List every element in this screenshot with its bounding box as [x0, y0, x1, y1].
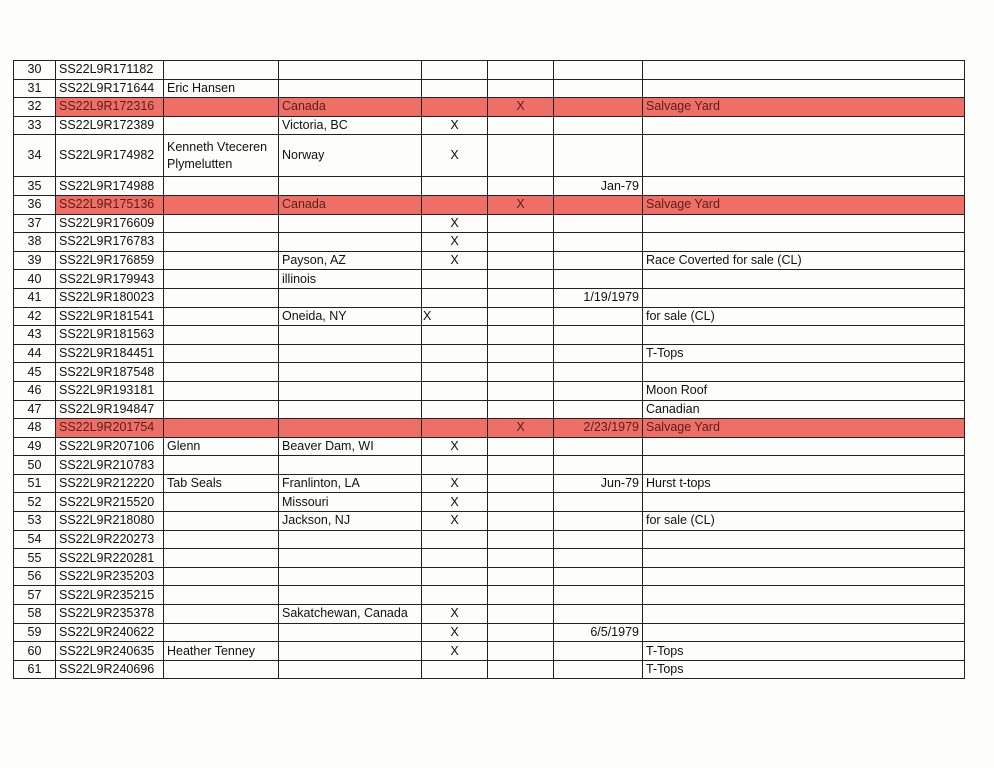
owner-cell: [164, 326, 279, 345]
table-row: [14, 326, 965, 345]
location-cell: [279, 381, 422, 400]
serial-cell: SS22L9R220273: [56, 530, 164, 549]
x-mark-cell-b: X: [488, 98, 554, 117]
date-cell: [554, 512, 643, 531]
table-row: [14, 177, 965, 196]
table-row: [14, 493, 965, 512]
table-row: [14, 251, 965, 270]
row-number-cell: 58: [14, 605, 56, 624]
x-mark-cell-b: [488, 251, 554, 270]
x-mark-cell-b: [488, 363, 554, 382]
x-mark-cell-a: [422, 456, 488, 475]
table-row: [14, 307, 965, 326]
x-mark-cell-a: [422, 586, 488, 605]
row-number-cell: 48: [14, 419, 56, 438]
notes-cell: Canadian: [643, 400, 965, 419]
serial-cell: SS22L9R240622: [56, 623, 164, 642]
date-cell: [554, 251, 643, 270]
notes-cell: T-Tops: [643, 642, 965, 661]
x-mark-cell-b: X: [488, 419, 554, 438]
location-cell: Canada: [279, 195, 422, 214]
x-mark-cell-a: [422, 177, 488, 196]
owner-cell: [164, 623, 279, 642]
notes-cell: [643, 116, 965, 135]
notes-cell: [643, 567, 965, 586]
table-row: [14, 61, 965, 80]
table-row: [14, 456, 965, 475]
table-row: [14, 437, 965, 456]
row-number-cell: 44: [14, 344, 56, 363]
table-row: [14, 586, 965, 605]
owner-cell: [164, 400, 279, 419]
serial-cell: SS22L9R194847: [56, 400, 164, 419]
serial-cell: SS22L9R174982: [56, 135, 164, 177]
x-mark-cell-b: [488, 400, 554, 419]
x-mark-cell-a: [422, 400, 488, 419]
x-mark-cell-a: X: [422, 512, 488, 531]
owner-cell: [164, 605, 279, 624]
notes-cell: Race Coverted for sale (CL): [643, 251, 965, 270]
table-row: [14, 344, 965, 363]
location-cell: [279, 214, 422, 233]
x-mark-cell-b: [488, 437, 554, 456]
serial-cell: SS22L9R240635: [56, 642, 164, 661]
owner-cell: Glenn: [164, 437, 279, 456]
table-row: [14, 567, 965, 586]
x-mark-cell-a: X: [422, 474, 488, 493]
owner-cell: [164, 116, 279, 135]
date-cell: [554, 530, 643, 549]
serial-cell: SS22L9R220281: [56, 549, 164, 568]
serial-cell: SS22L9R193181: [56, 381, 164, 400]
date-cell: [554, 493, 643, 512]
owner-cell: [164, 530, 279, 549]
serial-cell: SS22L9R184451: [56, 344, 164, 363]
table-row: [14, 98, 965, 117]
notes-cell: [643, 605, 965, 624]
notes-cell: T-Tops: [643, 344, 965, 363]
table-row: [14, 660, 965, 679]
serial-cell: SS22L9R180023: [56, 288, 164, 307]
x-mark-cell-b: [488, 116, 554, 135]
x-mark-cell-a: X: [422, 605, 488, 624]
x-mark-cell-a: [422, 381, 488, 400]
date-cell: [554, 79, 643, 98]
date-cell: [554, 381, 643, 400]
row-number-cell: 47: [14, 400, 56, 419]
x-mark-cell-a: X: [422, 642, 488, 661]
owner-cell: [164, 270, 279, 289]
location-cell: illinois: [279, 270, 422, 289]
serial-cell: SS22L9R176783: [56, 233, 164, 252]
row-number-cell: 33: [14, 116, 56, 135]
row-number-cell: 35: [14, 177, 56, 196]
date-cell: [554, 98, 643, 117]
x-mark-cell-a: [422, 419, 488, 438]
row-number-cell: 52: [14, 493, 56, 512]
x-mark-cell-b: [488, 214, 554, 233]
row-number-cell: 42: [14, 307, 56, 326]
x-mark-cell-b: [488, 344, 554, 363]
serial-cell: SS22L9R215520: [56, 493, 164, 512]
owner-cell: [164, 586, 279, 605]
owner-cell: [164, 214, 279, 233]
table-row: [14, 79, 965, 98]
serial-cell: SS22L9R207106: [56, 437, 164, 456]
x-mark-cell-a: [422, 660, 488, 679]
location-cell: [279, 344, 422, 363]
owner-cell: [164, 177, 279, 196]
location-cell: [279, 586, 422, 605]
x-mark-cell-a: X: [422, 233, 488, 252]
x-mark-cell-b: [488, 61, 554, 80]
date-cell: [554, 61, 643, 80]
notes-cell: [643, 79, 965, 98]
x-mark-cell-b: [488, 474, 554, 493]
date-cell: [554, 660, 643, 679]
row-number-cell: 32: [14, 98, 56, 117]
date-cell: [554, 456, 643, 475]
date-cell: [554, 437, 643, 456]
table-row: [14, 623, 965, 642]
location-cell: [279, 79, 422, 98]
x-mark-cell-a: X: [422, 437, 488, 456]
date-cell: [554, 214, 643, 233]
serial-cell: SS22L9R175136: [56, 195, 164, 214]
owner-cell: [164, 61, 279, 80]
notes-cell: [643, 135, 965, 177]
location-cell: Franlinton, LA: [279, 474, 422, 493]
date-cell: [554, 233, 643, 252]
location-cell: Canada: [279, 98, 422, 117]
row-number-cell: 38: [14, 233, 56, 252]
notes-cell: [643, 493, 965, 512]
owner-cell: Kenneth Vteceren Plymelutten: [164, 135, 279, 177]
date-cell: Jan-79: [554, 177, 643, 196]
owner-cell: [164, 233, 279, 252]
location-cell: Beaver Dam, WI: [279, 437, 422, 456]
x-mark-cell-a: [422, 530, 488, 549]
row-number-cell: 39: [14, 251, 56, 270]
x-mark-cell-b: [488, 270, 554, 289]
owner-cell: [164, 98, 279, 117]
x-mark-cell-a: X: [422, 493, 488, 512]
notes-cell: [643, 177, 965, 196]
table-row: [14, 135, 965, 177]
x-mark-cell-b: [488, 642, 554, 661]
table-row: [14, 116, 965, 135]
date-cell: [554, 116, 643, 135]
serial-cell: SS22L9R187548: [56, 363, 164, 382]
serial-cell: SS22L9R235215: [56, 586, 164, 605]
serial-cell: SS22L9R174988: [56, 177, 164, 196]
table-row: [14, 270, 965, 289]
table-row: [14, 530, 965, 549]
owner-cell: [164, 288, 279, 307]
serial-cell: SS22L9R235203: [56, 567, 164, 586]
date-cell: [554, 642, 643, 661]
serial-cell: SS22L9R210783: [56, 456, 164, 475]
date-cell: [554, 135, 643, 177]
table-row: [14, 400, 965, 419]
serial-cell: SS22L9R181541: [56, 307, 164, 326]
notes-cell: [643, 586, 965, 605]
x-mark-cell-b: [488, 660, 554, 679]
notes-cell: [643, 456, 965, 475]
location-cell: [279, 456, 422, 475]
x-mark-cell-b: [488, 586, 554, 605]
location-cell: [279, 642, 422, 661]
notes-cell: Salvage Yard: [643, 98, 965, 117]
row-number-cell: 53: [14, 512, 56, 531]
x-mark-cell-b: [488, 512, 554, 531]
serial-cell: SS22L9R176609: [56, 214, 164, 233]
notes-cell: [643, 530, 965, 549]
owner-cell: [164, 549, 279, 568]
date-cell: [554, 586, 643, 605]
table-row: [14, 381, 965, 400]
notes-cell: [643, 623, 965, 642]
notes-cell: for sale (CL): [643, 512, 965, 531]
date-cell: Jun-79: [554, 474, 643, 493]
row-number-cell: 36: [14, 195, 56, 214]
date-cell: [554, 605, 643, 624]
row-number-cell: 61: [14, 660, 56, 679]
table-row: [14, 233, 965, 252]
x-mark-cell-b: [488, 381, 554, 400]
owner-cell: [164, 381, 279, 400]
x-mark-cell-b: [488, 549, 554, 568]
location-cell: [279, 623, 422, 642]
x-mark-cell-a: X: [422, 307, 488, 326]
row-number-cell: 45: [14, 363, 56, 382]
x-mark-cell-b: [488, 530, 554, 549]
owner-cell: [164, 251, 279, 270]
row-number-cell: 34: [14, 135, 56, 177]
location-cell: Norway: [279, 135, 422, 177]
owner-cell: [164, 567, 279, 586]
row-number-cell: 37: [14, 214, 56, 233]
row-number-cell: 50: [14, 456, 56, 475]
serial-cell: SS22L9R212220: [56, 474, 164, 493]
notes-cell: Salvage Yard: [643, 195, 965, 214]
owner-cell: [164, 512, 279, 531]
notes-cell: Hurst t-tops: [643, 474, 965, 493]
owner-cell: [164, 493, 279, 512]
x-mark-cell-b: X: [488, 195, 554, 214]
date-cell: [554, 195, 643, 214]
notes-cell: for sale (CL): [643, 307, 965, 326]
x-mark-cell-a: [422, 288, 488, 307]
serial-cell: SS22L9R172316: [56, 98, 164, 117]
notes-cell: [643, 61, 965, 80]
x-mark-cell-a: X: [422, 116, 488, 135]
table-row: [14, 605, 965, 624]
notes-cell: [643, 437, 965, 456]
location-cell: [279, 400, 422, 419]
date-cell: 6/5/1979: [554, 623, 643, 642]
location-cell: [279, 530, 422, 549]
table-row: [14, 419, 965, 438]
x-mark-cell-b: [488, 233, 554, 252]
owner-cell: [164, 363, 279, 382]
x-mark-cell-a: X: [422, 214, 488, 233]
location-cell: [279, 61, 422, 80]
owner-cell: [164, 419, 279, 438]
x-mark-cell-b: [488, 456, 554, 475]
x-mark-cell-b: [488, 307, 554, 326]
x-mark-cell-b: [488, 135, 554, 177]
serial-cell: SS22L9R179943: [56, 270, 164, 289]
x-mark-cell-b: [488, 326, 554, 345]
owner-cell: [164, 456, 279, 475]
date-cell: 1/19/1979: [554, 288, 643, 307]
x-mark-cell-a: [422, 549, 488, 568]
row-number-cell: 31: [14, 79, 56, 98]
table-row: [14, 195, 965, 214]
row-number-cell: 30: [14, 61, 56, 80]
owner-cell: [164, 307, 279, 326]
row-number-cell: 43: [14, 326, 56, 345]
table-row: [14, 363, 965, 382]
x-mark-cell-a: X: [422, 251, 488, 270]
date-cell: [554, 326, 643, 345]
row-number-cell: 51: [14, 474, 56, 493]
location-cell: [279, 419, 422, 438]
row-number-cell: 55: [14, 549, 56, 568]
date-cell: [554, 344, 643, 363]
table-row: [14, 549, 965, 568]
x-mark-cell-b: [488, 177, 554, 196]
date-cell: [554, 363, 643, 382]
table-row: [14, 214, 965, 233]
serial-cell: SS22L9R171182: [56, 61, 164, 80]
owner-cell: Tab Seals: [164, 474, 279, 493]
owner-cell: [164, 660, 279, 679]
x-mark-cell-a: [422, 79, 488, 98]
notes-cell: [643, 326, 965, 345]
location-cell: [279, 177, 422, 196]
date-cell: [554, 400, 643, 419]
x-mark-cell-a: [422, 567, 488, 586]
notes-cell: T-Tops: [643, 660, 965, 679]
serial-cell: SS22L9R176859: [56, 251, 164, 270]
notes-cell: [643, 549, 965, 568]
location-cell: [279, 549, 422, 568]
notes-cell: [643, 288, 965, 307]
owner-cell: Heather Tenney: [164, 642, 279, 661]
row-number-cell: 49: [14, 437, 56, 456]
x-mark-cell-a: [422, 195, 488, 214]
location-cell: Sakatchewan, Canada: [279, 605, 422, 624]
x-mark-cell-a: X: [422, 135, 488, 177]
x-mark-cell-b: [488, 493, 554, 512]
x-mark-cell-a: [422, 61, 488, 80]
date-cell: [554, 270, 643, 289]
registry-table: [13, 60, 965, 679]
x-mark-cell-a: [422, 270, 488, 289]
x-mark-cell-b: [488, 605, 554, 624]
x-mark-cell-a: [422, 344, 488, 363]
serial-cell: SS22L9R181563: [56, 326, 164, 345]
location-cell: Payson, AZ: [279, 251, 422, 270]
serial-cell: SS22L9R201754: [56, 419, 164, 438]
location-cell: Victoria, BC: [279, 116, 422, 135]
owner-cell: [164, 195, 279, 214]
date-cell: [554, 307, 643, 326]
x-mark-cell-b: [488, 79, 554, 98]
table-row: [14, 642, 965, 661]
location-cell: [279, 363, 422, 382]
location-cell: [279, 660, 422, 679]
x-mark-cell-b: [488, 623, 554, 642]
location-cell: Oneida, NY: [279, 307, 422, 326]
date-cell: [554, 567, 643, 586]
location-cell: [279, 288, 422, 307]
serial-cell: SS22L9R218080: [56, 512, 164, 531]
serial-cell: SS22L9R172389: [56, 116, 164, 135]
table-row: [14, 512, 965, 531]
date-cell: 2/23/1979: [554, 419, 643, 438]
notes-cell: Salvage Yard: [643, 419, 965, 438]
x-mark-cell-a: [422, 98, 488, 117]
x-mark-cell-b: [488, 288, 554, 307]
location-cell: [279, 233, 422, 252]
x-mark-cell-a: [422, 326, 488, 345]
notes-cell: [643, 270, 965, 289]
row-number-cell: 54: [14, 530, 56, 549]
serial-cell: SS22L9R171644: [56, 79, 164, 98]
row-number-cell: 57: [14, 586, 56, 605]
owner-cell: [164, 344, 279, 363]
location-cell: [279, 567, 422, 586]
row-number-cell: 40: [14, 270, 56, 289]
row-number-cell: 56: [14, 567, 56, 586]
x-mark-cell-a: X: [422, 623, 488, 642]
location-cell: Jackson, NJ: [279, 512, 422, 531]
row-number-cell: 46: [14, 381, 56, 400]
notes-cell: [643, 233, 965, 252]
row-number-cell: 41: [14, 288, 56, 307]
notes-cell: Moon Roof: [643, 381, 965, 400]
serial-cell: SS22L9R235378: [56, 605, 164, 624]
x-mark-cell-a: [422, 363, 488, 382]
owner-cell: Eric Hansen: [164, 79, 279, 98]
notes-cell: [643, 214, 965, 233]
serial-cell: SS22L9R240696: [56, 660, 164, 679]
row-number-cell: 59: [14, 623, 56, 642]
location-cell: Missouri: [279, 493, 422, 512]
x-mark-cell-b: [488, 567, 554, 586]
location-cell: [279, 326, 422, 345]
row-number-cell: 60: [14, 642, 56, 661]
date-cell: [554, 549, 643, 568]
table-row: [14, 474, 965, 493]
notes-cell: [643, 363, 965, 382]
table-row: [14, 288, 965, 307]
